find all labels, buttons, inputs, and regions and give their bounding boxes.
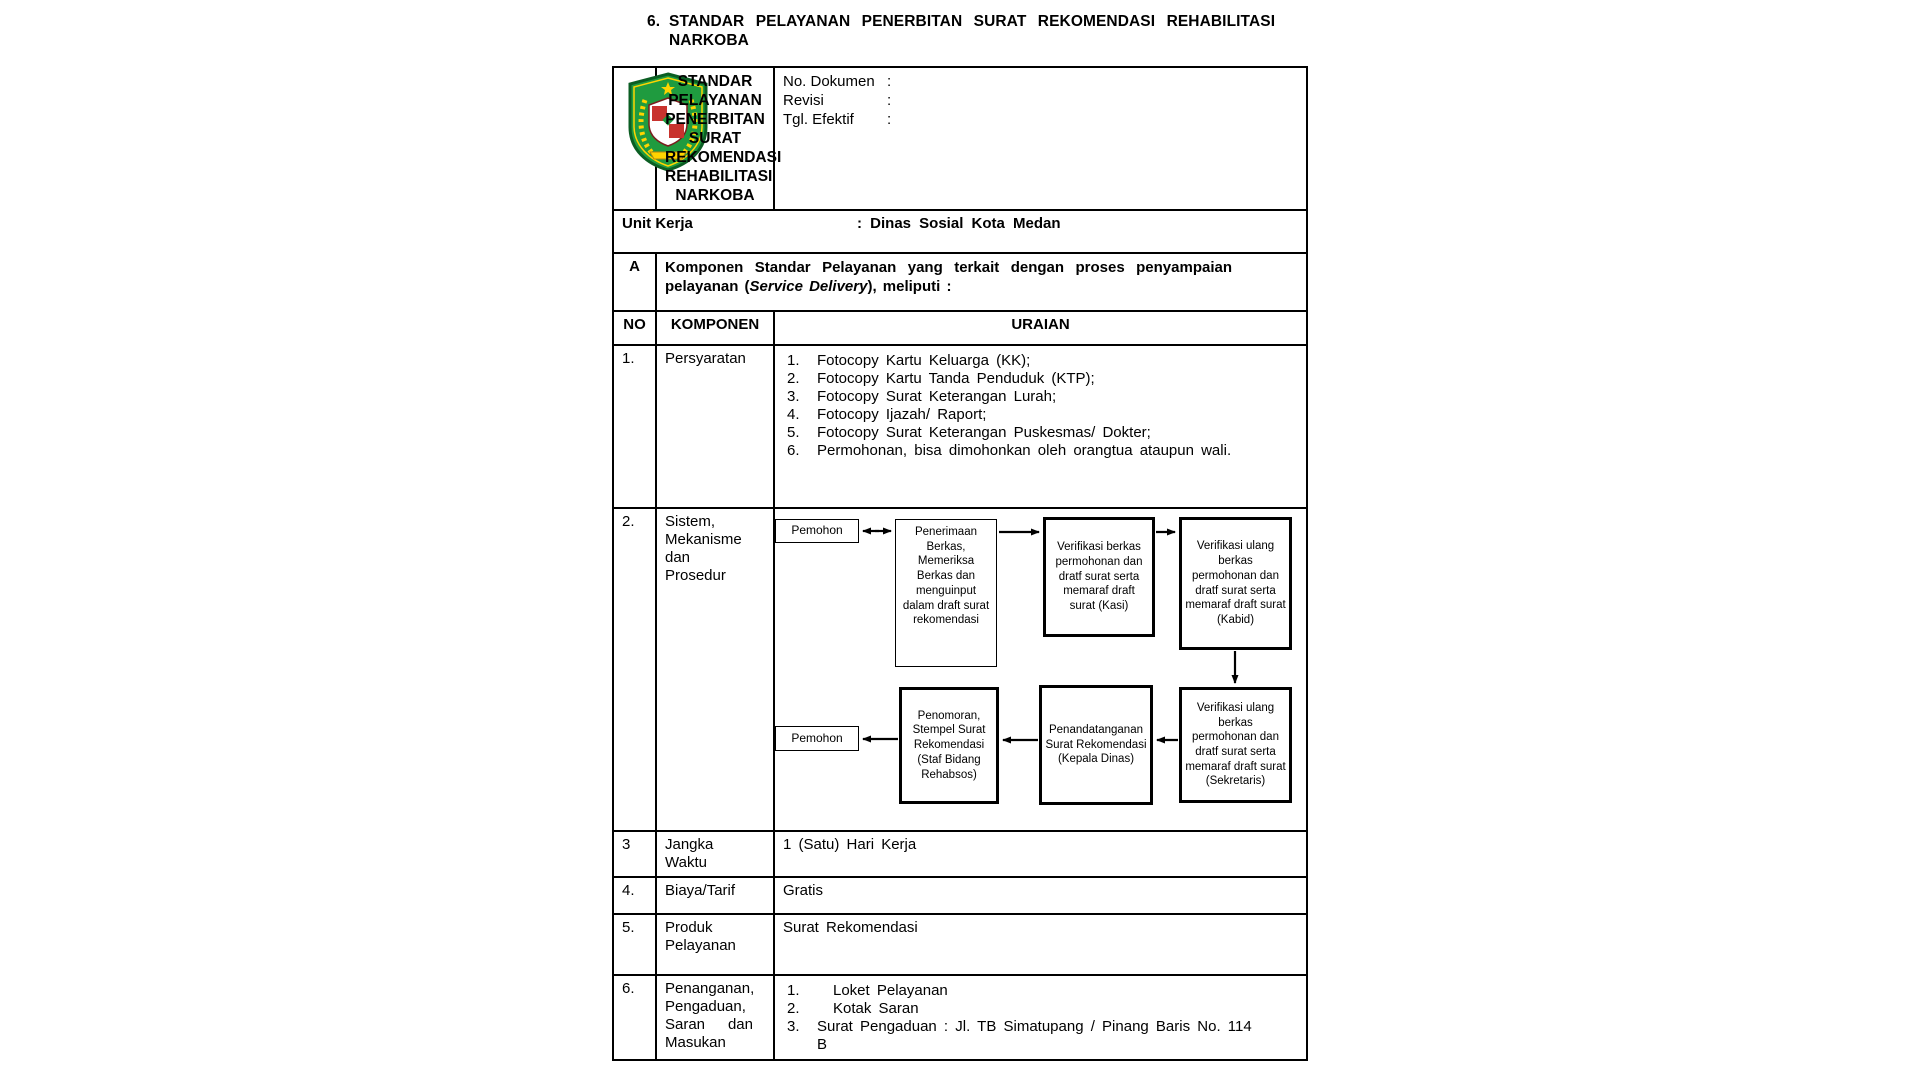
row4-uraian: Gratis: [774, 877, 1307, 914]
page-title-text: STANDAR PELAYANAN PENERBITAN SURAT REKOMENDASI REHABILITASI NARKOBA: [669, 13, 1276, 49]
list-item: 1. Fotocopy Kartu Keluarga (KK);: [787, 352, 1031, 369]
table-row-jangka-waktu: [613, 831, 1307, 877]
row5-komponen: Produk Pelayanan: [656, 914, 774, 975]
section-a-cell: [656, 253, 1307, 311]
row2-number: 2.: [613, 508, 656, 831]
document-title-line: NARKOBA: [675, 187, 755, 204]
row5-number: 5.: [613, 914, 656, 975]
doc-revision-field: Revisi :: [783, 92, 892, 109]
doc-number-field: No. Dokumen :: [783, 73, 892, 90]
flow-node-verifikasi-kasi: Verifikasi berkas permohonan dan dratf surat serta memaraf draft surat (Kasi): [1043, 517, 1155, 637]
flowchart: [775, 509, 1305, 830]
page-title-number: 6.: [647, 13, 661, 30]
list-item: 3. Fotocopy Surat Keterangan Lurah;: [787, 388, 1057, 405]
row6-komponen: Penanganan, Pengaduan, Saran dan Masukan: [656, 975, 774, 1060]
flow-node-pemohon-bottom: Pemohon: [775, 726, 859, 751]
logo-cell: [613, 67, 656, 210]
list-item: 2. Fotocopy Kartu Tanda Penduduk (KTP);: [787, 370, 1095, 387]
flow-node-penomoran-stempel: Penomoran, Stempel Surat Rekomendasi (Staf Bidang Rehabsos): [899, 687, 999, 804]
list-item: 2. Kotak Saran: [787, 1000, 919, 1017]
row3-uraian: 1 (Satu) Hari Kerja: [774, 831, 1307, 877]
document-info-cell: [774, 67, 1307, 210]
document-title-line: REKOMENDASI REHABILITASI: [665, 149, 782, 185]
flow-node-verifikasi-sekretaris: Verifikasi ulang berkas permohonan dan dratf surat serta memaraf draft surat (Sekretaris): [1179, 687, 1292, 803]
unit-kerja-value: : Dinas Sosial Kota Medan: [857, 215, 1061, 232]
doc-effective-date-field: Tgl. Efektif :: [783, 111, 892, 128]
column-header-row: [613, 311, 1307, 345]
flow-node-verifikasi-kabid: Verifikasi ulang berkas permohonan dan dratf surat serta memaraf draft surat (Kabid): [1179, 517, 1292, 650]
list-item: 3. Surat Pengaduan : Jl. TB Simatupang / Pinang Baris No. 114 B: [787, 1018, 1252, 1053]
column-header-komponen: KOMPONEN: [656, 311, 774, 345]
column-header-no: NO: [613, 311, 656, 345]
table-row-penanganan-pengaduan: [613, 975, 1307, 1060]
page-title: [647, 12, 1308, 50]
unit-kerja-row: [613, 210, 1307, 253]
document-title-line: STANDAR PELAYANAN: [668, 73, 762, 109]
pengaduan-list: [783, 980, 1298, 1053]
table-row-persyaratan: [613, 345, 1307, 508]
row1-number: 1.: [613, 345, 656, 508]
list-item: 5. Fotocopy Surat Keterangan Puskesmas/ Dokter;: [787, 424, 1151, 441]
unit-kerja-cell: [613, 210, 1307, 253]
service-standard-document: [612, 12, 1308, 1061]
row3-komponen: Jangka Waktu: [656, 831, 774, 877]
table-row-produk-pelayanan: [613, 914, 1307, 975]
document-title-line: PENERBITAN SURAT: [665, 111, 765, 147]
row6-uraian: [774, 975, 1307, 1060]
table-row-prosedur: [613, 508, 1307, 831]
row3-number: 3: [613, 831, 656, 877]
section-a-number: A: [613, 253, 656, 311]
row5-uraian: Surat Rekomendasi: [774, 914, 1307, 975]
list-item: 4. Fotocopy Ijazah/ Raport;: [787, 406, 987, 423]
service-standard-table: [612, 66, 1308, 1061]
unit-kerja-label: Unit Kerja: [622, 215, 693, 232]
section-a-row: [613, 253, 1307, 311]
section-a-text: Komponen Standar Pelayanan yang terkait dengan proses penyampaian pelayanan (Service Delivery), meliputi :: [665, 259, 1232, 295]
flow-node-pemohon-top: Pemohon: [775, 519, 859, 543]
table-row-biaya-tarif: [613, 877, 1307, 914]
row2-uraian-flowchart: [774, 508, 1307, 831]
column-header-uraian: URAIAN: [774, 311, 1307, 345]
row4-number: 4.: [613, 877, 656, 914]
table-header-row: [613, 67, 1307, 210]
row4-komponen: Biaya/Tarif: [656, 877, 774, 914]
flow-node-penandatanganan-kepala-dinas: Penandatanganan Surat Rekomendasi (Kepala Dinas): [1039, 685, 1153, 805]
row2-komponen: Sistem, Mekanisme dan Prosedur: [656, 508, 774, 831]
row1-uraian: [774, 345, 1307, 508]
list-item: 1. Loket Pelayanan: [787, 982, 948, 999]
flow-node-penerimaan-berkas: Penerimaan Berkas, Memeriksa Berkas dan menguinput dalam draft surat rekomendasi: [895, 519, 997, 667]
row1-komponen: Persyaratan: [656, 345, 774, 508]
row6-number: 6.: [613, 975, 656, 1060]
list-item: 6. Permohonan, bisa dimohonkan oleh orangtua ataupun wali.: [787, 442, 1232, 459]
persyaratan-list: [783, 350, 1298, 460]
